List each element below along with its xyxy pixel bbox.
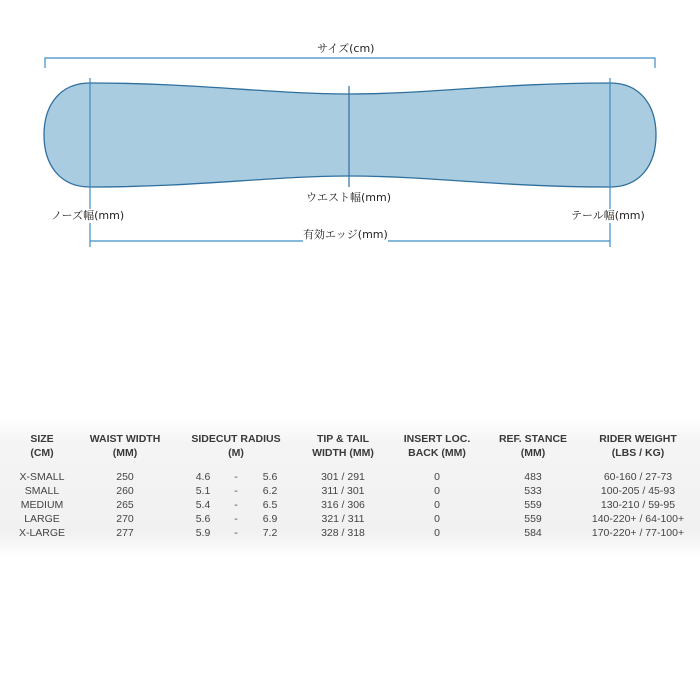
cell-size: X-SMALL bbox=[19, 471, 65, 483]
cell-insert: 0 bbox=[434, 499, 440, 511]
cell-sidecut-dash: - bbox=[234, 513, 238, 525]
snowboard-shape bbox=[44, 83, 656, 187]
board-diagram bbox=[0, 0, 700, 260]
header-rider-weight bbox=[588, 432, 688, 460]
cell-tip-tail: 301 / 291 bbox=[321, 471, 365, 483]
cell-size: MEDIUM bbox=[20, 499, 64, 511]
cell-tip-tail: 328 / 318 bbox=[321, 527, 365, 539]
header-tip-tail bbox=[300, 432, 386, 460]
cell-sidecut-min: 5.1 bbox=[195, 485, 211, 497]
header-insert-line1: INSERT LOC. bbox=[403, 433, 471, 445]
cell-insert: 0 bbox=[434, 485, 440, 497]
cell-rider: 140-220+ / 64-100+ bbox=[591, 513, 685, 525]
cell-rider: 170-220+ / 77-100+ bbox=[591, 527, 685, 539]
effective-edge-label: 有効エッジ(mm) bbox=[303, 228, 388, 241]
cell-sidecut-min: 5.9 bbox=[195, 527, 211, 539]
cell-waist: 250 bbox=[116, 471, 134, 483]
header-sidecut-line2: (M) bbox=[228, 447, 244, 459]
header-tip-line1: TIP & TAIL bbox=[316, 433, 370, 445]
cell-insert: 0 bbox=[434, 471, 440, 483]
cell-tip-tail: 311 / 301 bbox=[321, 485, 365, 497]
header-ref-stance bbox=[490, 432, 576, 460]
size-dimension-line bbox=[45, 58, 655, 68]
cell-waist: 277 bbox=[116, 527, 134, 539]
cell-sidecut-dash: - bbox=[234, 485, 238, 497]
cell-size: SMALL bbox=[24, 485, 60, 497]
cell-insert: 0 bbox=[434, 513, 440, 525]
size-label: サイズ(cm) bbox=[317, 42, 375, 55]
header-sidecut-radius bbox=[184, 432, 288, 460]
cell-stance: 559 bbox=[524, 499, 542, 511]
cell-sidecut-max: 6.5 bbox=[262, 499, 278, 511]
header-insert-line2: BACK (MM) bbox=[408, 447, 466, 459]
cell-sidecut-max: 7.2 bbox=[262, 527, 278, 539]
header-tip-line2: WIDTH (MM) bbox=[312, 447, 374, 459]
nose-label: ノーズ幅(mm) bbox=[51, 209, 125, 222]
cell-sidecut-dash: - bbox=[234, 471, 238, 483]
header-rider-line2: (LBS / KG) bbox=[611, 447, 665, 459]
cell-tip-tail: 321 / 311 bbox=[321, 513, 365, 525]
header-waist-line2: (MM) bbox=[112, 447, 138, 459]
cell-sidecut-min: 5.4 bbox=[195, 499, 211, 511]
cell-size: X-LARGE bbox=[18, 527, 66, 539]
cell-stance: 483 bbox=[524, 471, 542, 483]
tail-label: テール幅(mm) bbox=[571, 209, 645, 222]
cell-waist: 260 bbox=[116, 485, 134, 497]
cell-rider: 130-210 / 59-95 bbox=[600, 499, 676, 511]
cell-insert: 0 bbox=[434, 527, 440, 539]
cell-size: LARGE bbox=[24, 513, 60, 525]
cell-stance: 559 bbox=[524, 513, 542, 525]
cell-waist: 270 bbox=[116, 513, 134, 525]
header-insert-loc bbox=[394, 432, 480, 460]
spec-table bbox=[0, 418, 700, 558]
cell-rider: 60-160 / 27-73 bbox=[603, 471, 673, 483]
cell-sidecut-min: 5.6 bbox=[195, 513, 211, 525]
cell-sidecut-max: 5.6 bbox=[262, 471, 278, 483]
header-size-line2: (CM) bbox=[30, 447, 54, 459]
cell-stance: 584 bbox=[524, 527, 542, 539]
waist-label: ウエスト幅(mm) bbox=[306, 191, 392, 204]
cell-waist: 265 bbox=[116, 499, 134, 511]
header-rider-line1: RIDER WEIGHT bbox=[599, 433, 677, 445]
cell-rider: 100-205 / 45-93 bbox=[600, 485, 676, 497]
header-size-line1: SIZE bbox=[30, 433, 54, 445]
cell-sidecut-max: 6.9 bbox=[262, 513, 278, 525]
header-waist-width bbox=[80, 432, 170, 460]
cell-tip-tail: 316 / 306 bbox=[321, 499, 365, 511]
header-sidecut-line1: SIDECUT RADIUS bbox=[191, 433, 281, 445]
cell-sidecut-dash: - bbox=[234, 527, 238, 539]
header-stance-line1: REF. STANCE bbox=[498, 433, 568, 445]
header-stance-line2: (MM) bbox=[520, 447, 546, 459]
cell-stance: 533 bbox=[524, 485, 542, 497]
header-size bbox=[10, 432, 74, 460]
cell-sidecut-max: 6.2 bbox=[262, 485, 278, 497]
cell-sidecut-min: 4.6 bbox=[195, 471, 211, 483]
header-waist-line1: WAIST WIDTH bbox=[89, 433, 161, 445]
cell-sidecut-dash: - bbox=[234, 499, 238, 511]
